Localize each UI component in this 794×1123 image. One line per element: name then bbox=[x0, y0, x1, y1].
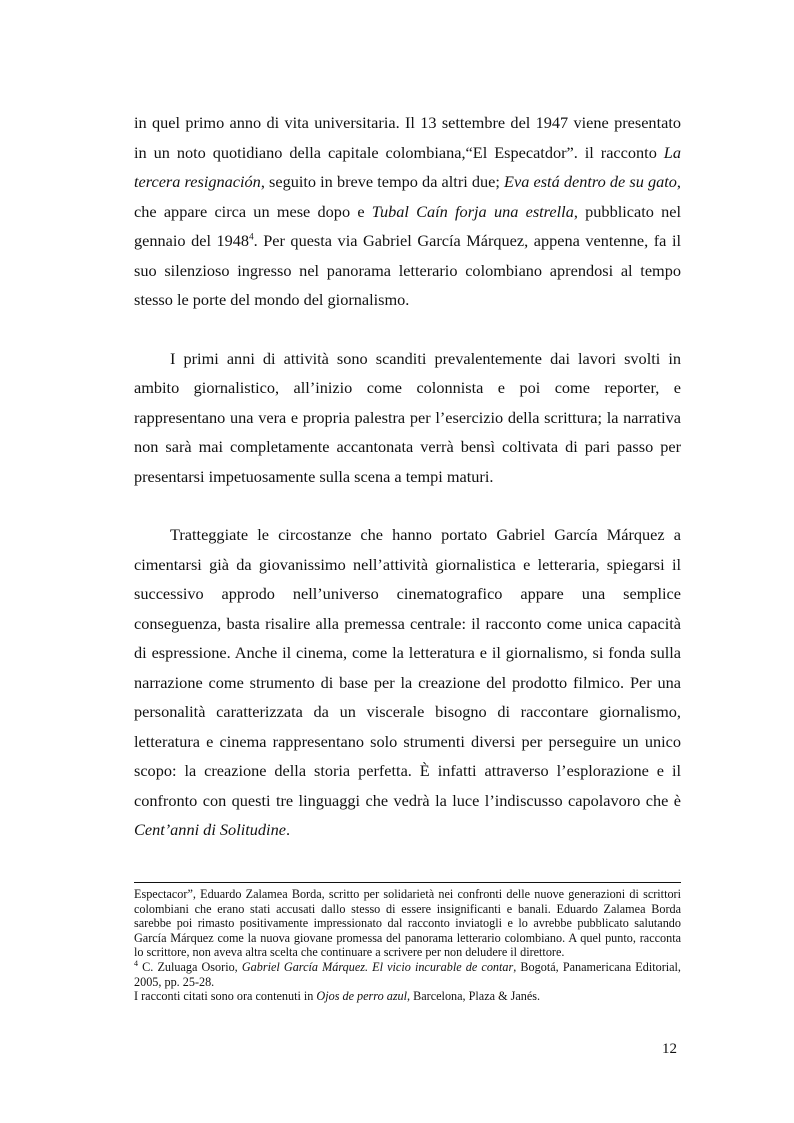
text-run: , Bogotá, Panamericana Editorial, 2005, pp. 25-28. bbox=[134, 959, 681, 989]
text-run: in quel primo anno di vita universitaria. Il 13 settembre del 1947 viene presentato in un noto quotidiano della capitale colombiana,“El Especatdor”. il racconto bbox=[134, 113, 681, 162]
paragraph-2: I primi anni di attività sono scanditi prevalentemente dai lavori svolti in ambito giornalistico, all’inizio come colonnista e poi come reporter, e rappresentano una vera e propria palestra per l’esercizio della scrittura; la narrativa non sarà mai completamente accantonata verrà bensì coltivata di pari passo per presentarsi impetuosamente sulla scena a tempi maturi. bbox=[134, 348, 681, 486]
footnote-4 bbox=[134, 960, 681, 989]
text-run: . Per questa via Gabriel García Márquez, appena ventenne, fa il suo silenzioso ingresso nel panorama letterario colombiano aprendosi al tempo stesso le porte del mondo del giornalismo. bbox=[134, 231, 681, 309]
footnotes bbox=[134, 887, 681, 1004]
text-run: , che appare circa un mese dopo e bbox=[134, 172, 681, 221]
italic-title: Gabriel García Márquez. El vicio incurable de contar bbox=[241, 959, 514, 974]
text-run: , Barcelona, Plaza & Janés. bbox=[407, 989, 541, 1004]
italic-title: Eva está dentro de su gato bbox=[504, 172, 677, 191]
text-run: , pubblicato nel gennaio del 1948 bbox=[134, 201, 682, 250]
text-run: , seguito in breve tempo da altri due; bbox=[260, 172, 505, 191]
footnote-separator bbox=[134, 882, 681, 883]
footnote-marker: 4 bbox=[249, 231, 254, 242]
italic-title: Ojos de perro azul bbox=[316, 989, 408, 1004]
paragraph-3 bbox=[134, 520, 681, 845]
paragraph-1 bbox=[134, 108, 681, 315]
main-text bbox=[134, 108, 681, 845]
footnote-extra bbox=[134, 989, 681, 1004]
text-run: Tratteggiate le circostanze che hanno portato Gabriel García Márquez a cimentarsi già da giovanissimo nell’attività giornalistica e letteraria, spiegarsi il successivo approdo nell’universo cinematografico appare una semplice conseguenza, basta risalire alla premessa centrale: il racconto come unica capacità di espressione. Anche il cinema, come la letteratura e il giornalismo, si fonda sulla narrazione come strumento di base per la creazione del prodotto filmico. Per una personalità caratterizzata da un viscerale bisogno di raccontare giornalismo, letteratura e cinema rappresentano solo strumenti diversi per perseguire un unico scopo: la creazione della storia perfetta. È infatti attraverso l’esplorazione e il confronto con questi tre linguaggi che vedrà la luce l’indiscusso capolavoro che è bbox=[134, 525, 681, 810]
text-run: . bbox=[285, 820, 291, 839]
italic-title: Tubal Caín forja una estrella bbox=[371, 201, 574, 221]
italic-title: Cent’anni di Solitudine bbox=[134, 820, 286, 839]
text-run: C. Zuluaga Osorio, bbox=[138, 959, 242, 974]
footnote-continuation: Espectacor”, Eduardo Zalamea Borda, scritto per solidarietà nei confronti delle nuove generazioni di scrittori colombiani che erano stati accusati dallo stesso di essere insignificanti e banali. Eduardo Zalamea Borda sarebbe poi rimasto positivamente impressionato dal racconto inviatogli e lo avrebbe pubblicato salutando García Márquez come la nuova giovane promessa del panorama letterario colombiano. A quel punto, racconta lo scrittore, non aveva altra scelta che continuare a scrivere per non deludere il direttore. bbox=[134, 887, 681, 960]
page-number: 12 bbox=[662, 1041, 677, 1057]
footnote-number: 4 bbox=[134, 958, 138, 968]
text-run: I racconti citati sono ora contenuti in bbox=[134, 989, 317, 1004]
italic-title: La tercera resignación bbox=[134, 142, 681, 191]
